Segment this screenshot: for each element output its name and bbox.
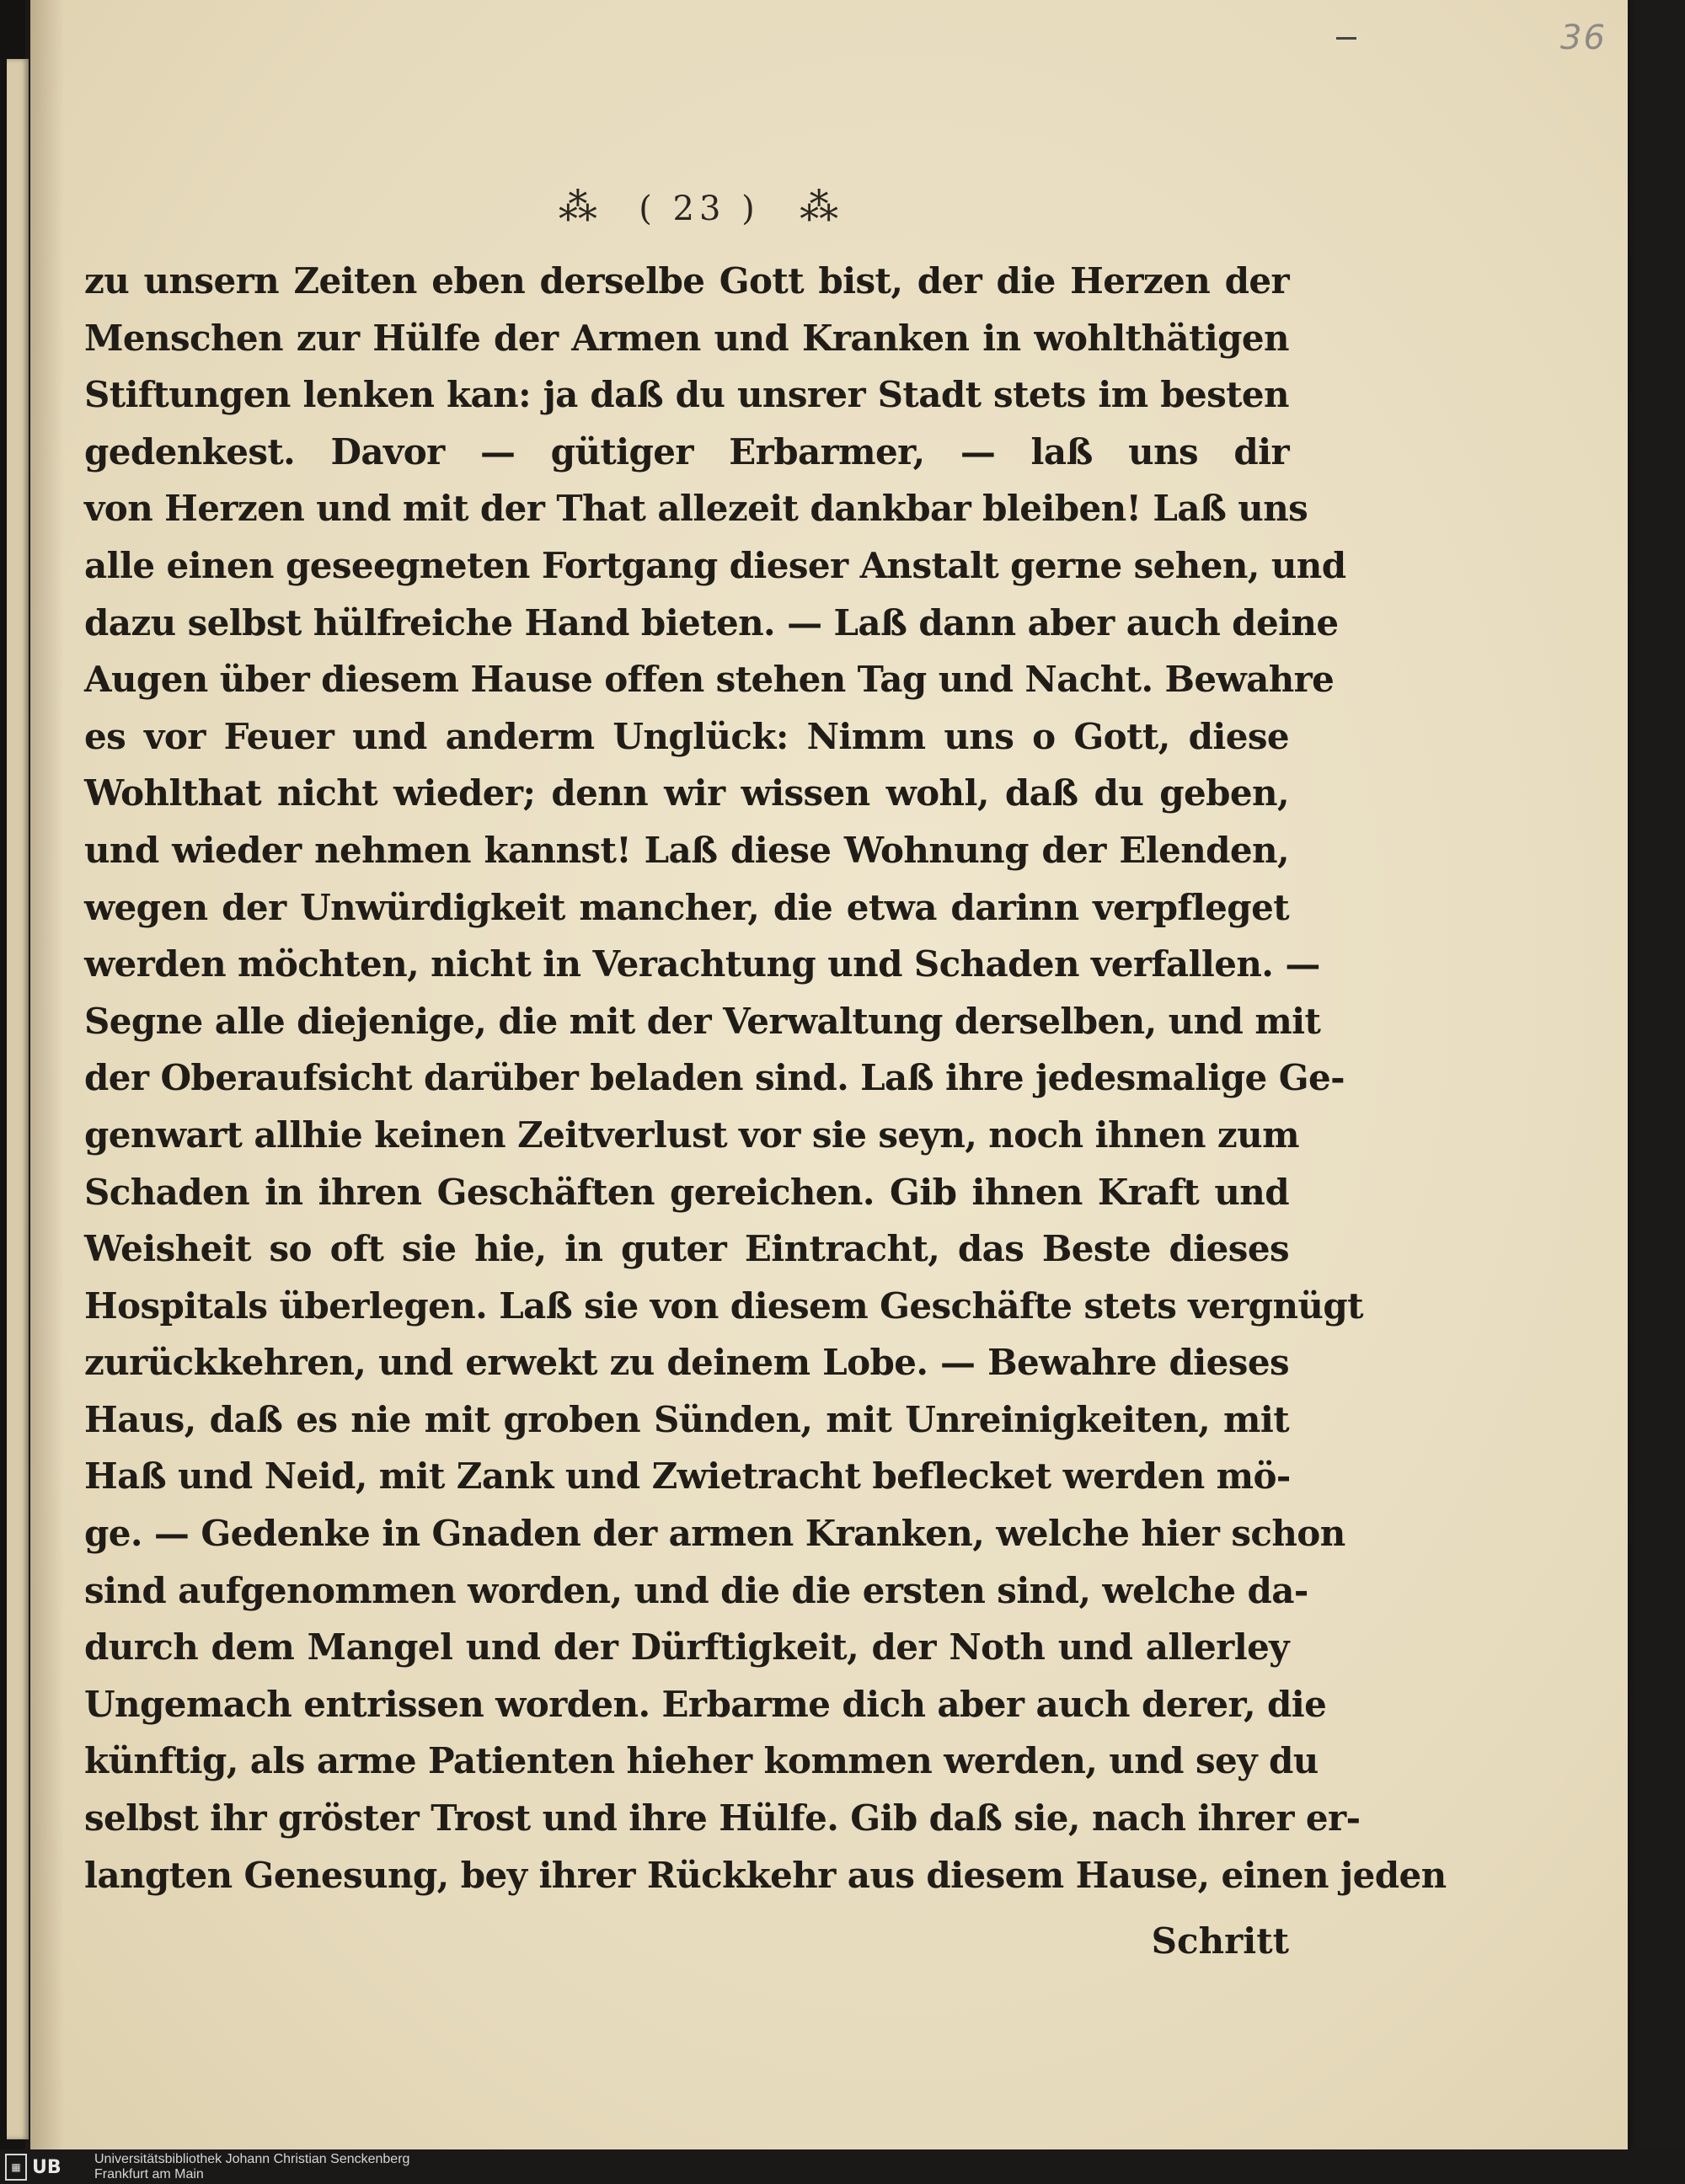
body-text (84, 253, 1447, 1904)
text-line: Haus, daß es nie mit groben Sünden, mit Unreinigkeiten, mit (84, 1398, 1289, 1440)
page-number: ( 23 ) (639, 190, 760, 228)
text-line: Stiftungen lenken kan: ja daß du unsrer Stadt stets im besten (84, 374, 1289, 416)
text-line: und wieder nehmen kannst! Laß diese Wohnung der Elenden, (84, 829, 1289, 871)
library-seal-icon: ▦ (5, 2154, 27, 2181)
text-line: alle einen geseegneten Fortgang dieser Anstalt gerne sehen, und (84, 544, 1346, 586)
text-line: gedenkest. Davor — gütiger Erbarmer, — laß uns dir (84, 430, 1289, 473)
text-line: Hospitals überlegen. Laß sie von diesem Geschäfte stets vergnügt (84, 1284, 1363, 1327)
institution-name: Universitätsbibliothek Johann Christian Senckenberg (94, 2152, 410, 2166)
page-header (522, 184, 876, 243)
ornament-left-icon: ⁂ (558, 184, 599, 229)
library-logo (5, 2154, 89, 2181)
text-line: Menschen zur Hülfe der Armen und Kranken in wohlthätigen (84, 317, 1289, 359)
text-line: ge. — Gedenke in Gnaden der armen Kranken, welche hier schon (84, 1513, 1345, 1555)
institution-city: Frankfurt am Main (94, 2167, 204, 2181)
text-line: künftig, als arme Patienten hieher kommen werden, und sey du (84, 1740, 1319, 1782)
text-line: Augen über diesem Hause offen stehen Tag und Nacht. Bewahre (84, 659, 1335, 701)
text-line: Wohlthat nicht wieder; denn wir wissen wohl, daß du geben, (84, 772, 1289, 814)
text-line: Weisheit so oft sie hie, in guter Eintracht, das Beste dieses (84, 1228, 1289, 1270)
text-line: dazu selbst hülfreiche Hand bieten. — Laß dann aber auch deine (84, 601, 1339, 643)
text-line: selbst ihr gröster Trost und ihre Hülfe. Gib daß sie, nach ihrer er- (84, 1797, 1361, 1840)
library-logo-text: UB (32, 2156, 62, 2178)
pencil-folio-number: 36 (1560, 19, 1607, 57)
text-line: wegen der Unwürdigkeit mancher, die etwa darinn verpfleget (84, 886, 1289, 928)
text-line: Segne alle diejenige, die mit der Verwaltung derselben, und mit (84, 1000, 1321, 1042)
text-line: Schaden in ihren Geschäften gereichen. Gib ihnen Kraft und (84, 1171, 1289, 1213)
text-line: genwart allhie keinen Zeitverlust vor sie seyn, noch ihnen zum (84, 1113, 1299, 1156)
corner-mark (1336, 37, 1356, 40)
text-line: langten Genesung, bey ihrer Rückkehr aus diesem Hause, einen jeden (84, 1854, 1447, 1896)
footer-institution (94, 2152, 853, 2182)
text-line: werden möchten, nicht in Verachtung und Schaden verfallen. — (84, 943, 1320, 985)
text-line: von Herzen und mit der That allezeit dankbar bleiben! Laß uns (84, 488, 1308, 530)
text-line: der Oberaufsicht darüber beladen sind. Laß ihre jedesmalige Ge- (84, 1057, 1345, 1099)
catchword: Schritt (1151, 1920, 1289, 1962)
text-line: Haß und Neid, mit Zank und Zwietracht beflecket werden mö- (84, 1455, 1291, 1498)
page-gutter-shadow (30, 0, 64, 2149)
text-line: Ungemach entrissen worden. Erbarme dich aber auch derer, die (84, 1683, 1327, 1725)
ornament-right-icon: ⁂ (800, 184, 841, 229)
text-line: zu unsern Zeiten eben derselbe Gott bist, der die Herzen der (84, 260, 1289, 302)
text-line: zurückkehren, und erwekt zu deinem Lobe. — Bewahre dieses (84, 1342, 1289, 1384)
text-line: es vor Feuer und anderm Unglück: Nimm uns o Gott, diese (84, 715, 1289, 757)
facing-page-edge (7, 59, 29, 2139)
text-line: durch dem Mangel und der Dürftigkeit, der Noth und allerley (84, 1626, 1289, 1669)
text-line: sind aufgenommen worden, und die die ersten sind, welche da- (84, 1569, 1308, 1611)
